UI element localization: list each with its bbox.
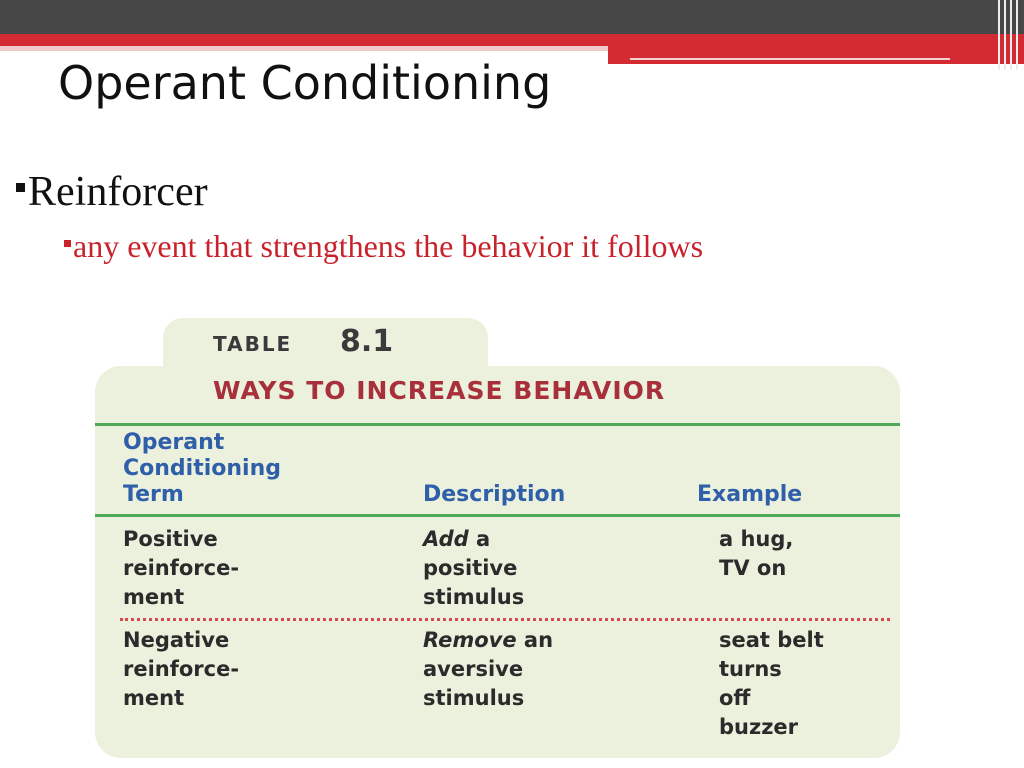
table-row-1-description <box>423 525 524 612</box>
table-row-1-term <box>123 525 239 612</box>
header-band-red-right <box>608 46 1024 64</box>
table-rule-header <box>95 514 900 517</box>
column-header-term-line: Term <box>123 482 184 507</box>
cell-line <box>423 626 553 655</box>
header-vertical-lines <box>994 0 1024 70</box>
header-band-dark <box>0 0 1024 34</box>
bullet-reinforcer <box>16 168 208 216</box>
cell-line: reinforce- <box>123 657 240 681</box>
bullet-reinforcer-text: Reinforcer <box>28 169 208 215</box>
cell-line: ment <box>123 686 185 710</box>
table-row-divider <box>120 618 890 621</box>
cell-line: a hug, <box>719 527 794 551</box>
emphasis-verb: Add <box>423 527 469 551</box>
cell-line: TV on <box>719 556 787 580</box>
table-row-2-example <box>719 626 824 742</box>
cell-line: aversive <box>423 657 524 681</box>
table-number: 8.1 <box>340 324 394 359</box>
emphasis-verb: Remove <box>423 628 517 652</box>
table-figure <box>95 318 900 758</box>
column-header-term-line: Conditioning <box>123 456 281 481</box>
column-header-description: Description <box>423 482 566 507</box>
cell-line <box>423 525 524 554</box>
bullet-definition <box>64 228 703 265</box>
header-band-red <box>0 34 1024 46</box>
cell-text: an <box>516 628 554 652</box>
cell-line: positive <box>423 556 518 580</box>
table-rule-top <box>95 423 900 426</box>
square-bullet-icon <box>16 183 25 192</box>
bullet-definition-text: any event that strengthens the behavior it follows <box>73 228 704 264</box>
slide-title: Operant Conditioning <box>58 56 552 110</box>
cell-line: off <box>719 686 751 710</box>
table-label: TABLE <box>213 332 293 356</box>
cell-line: seat belt <box>719 628 824 652</box>
table-row-1-example <box>719 525 793 583</box>
cell-line: Negative <box>123 628 230 652</box>
cell-line: Positive <box>123 527 218 551</box>
table-row-2-description <box>423 626 553 713</box>
header-band-pink <box>0 46 608 51</box>
cell-line: reinforce- <box>123 556 240 580</box>
cell-line: stimulus <box>423 585 525 609</box>
cell-line: buzzer <box>719 715 799 739</box>
table-heading: WAYS TO INCREASE BEHAVIOR <box>213 376 666 405</box>
table-row-2-term <box>123 626 239 713</box>
column-header-term <box>123 430 281 508</box>
header-accent-line <box>630 58 950 60</box>
column-header-example: Example <box>697 482 803 507</box>
cell-line: ment <box>123 585 185 609</box>
cell-line: turns <box>719 657 782 681</box>
cell-line: stimulus <box>423 686 525 710</box>
square-bullet-icon <box>64 240 71 247</box>
cell-text: a <box>468 527 491 551</box>
column-header-term-line: Operant <box>123 430 225 455</box>
